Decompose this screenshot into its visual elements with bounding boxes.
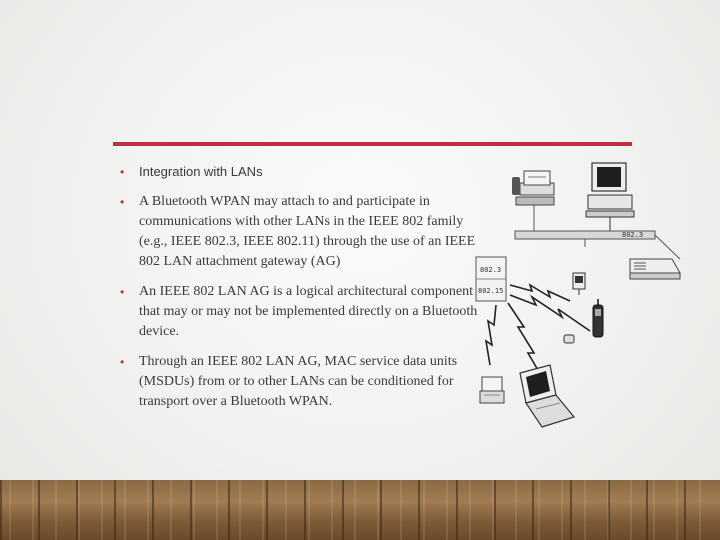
- bullet-item: [120, 162, 480, 182]
- pda-icon: [573, 273, 585, 295]
- bullet-item: [120, 352, 480, 412]
- small-laptop-icon: [480, 377, 504, 403]
- desk-phone-icon: [512, 171, 554, 205]
- mobile-phone-icon: [593, 299, 603, 337]
- gateway-lower-label: 802.15: [478, 287, 504, 295]
- bullet-text: Integration with LANs: [139, 164, 263, 179]
- wood-floor-decoration: [0, 480, 720, 540]
- network-diagram: [470, 155, 710, 435]
- desktop-computer-icon: [586, 163, 634, 231]
- bullet-text: An IEEE 802 LAN AG is a logical architectural component that may or may not be implemented directly on a Bluetooth device.: [139, 284, 478, 339]
- bullet-marker: •: [120, 285, 125, 299]
- bullet-list: [120, 162, 480, 422]
- lan-attachment-gateway: [476, 257, 506, 301]
- bullet-marker: •: [120, 355, 125, 369]
- laptop-computer-icon: [520, 365, 574, 427]
- bullet-marker: •: [120, 165, 125, 179]
- bullet-text: Through an IEEE 802 LAN AG, MAC service data units (MSDUs) from or to other LANs can be conditioned for transport over a Bluetooth WPAN.: [139, 354, 458, 409]
- bullet-marker: •: [120, 195, 125, 209]
- bullet-item: [120, 282, 480, 342]
- headset-icon: [564, 335, 574, 343]
- gateway-upper-label: 802.3: [480, 266, 502, 274]
- bullet-item: [120, 192, 480, 272]
- title-accent-line: [113, 142, 632, 146]
- bullet-text: A Bluetooth WPAN may attach to and participate in communications with other LANs in the IEEE 802 family (e.g., IEEE 802.3, IEEE 802.11) through the use of an IEEE 802 LAN attachment gateway (AG): [139, 194, 476, 269]
- bus-label: 802.3: [622, 231, 644, 239]
- printer-icon: [630, 259, 680, 279]
